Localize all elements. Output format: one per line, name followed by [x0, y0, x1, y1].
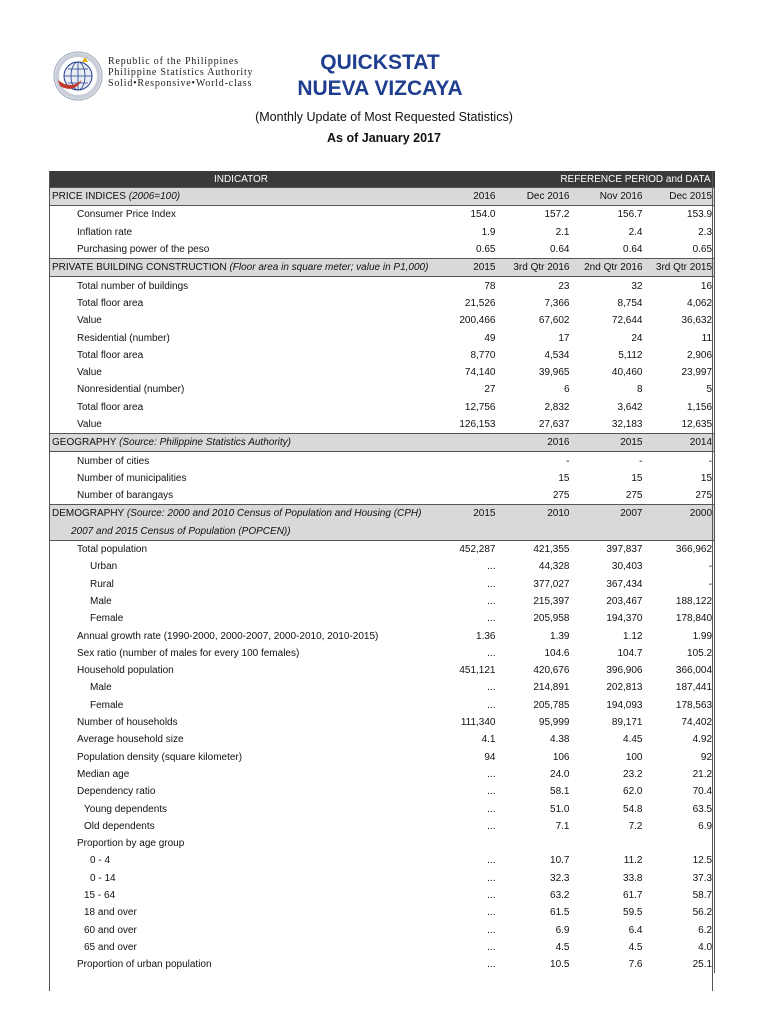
value-cell: ...: [487, 595, 496, 607]
value-cell: 4.38: [550, 734, 570, 746]
value-cell: ...: [487, 820, 496, 832]
value-cell: 7,366: [544, 297, 570, 309]
section-note: (Source: 2000 and 2010 Census of Population and Housing (CPH): [126, 508, 422, 520]
value-cell: 205,785: [533, 699, 570, 711]
value-cell: [498, 835, 572, 852]
indicator-label: Total floor area: [77, 297, 144, 309]
value-cell: 54.8: [623, 803, 643, 815]
table-row: [50, 295, 715, 312]
value-cell: 40,460: [611, 367, 643, 379]
indicator-label: Value: [77, 367, 102, 379]
section-header-row: [50, 523, 715, 541]
value-cell: 100: [625, 751, 643, 763]
value-cell: [572, 835, 645, 852]
value-cell: 397,837: [606, 544, 643, 556]
value-cell: 367,434: [606, 578, 643, 590]
value-cell: 7.6: [628, 959, 643, 971]
value-cell: 214,891: [533, 682, 570, 694]
section-note: 2007 and 2015 Census of Population (POPCEN)): [71, 525, 291, 537]
value-cell: 44,328: [538, 561, 570, 573]
value-cell: 15: [631, 472, 643, 484]
value-cell: ...: [487, 699, 496, 711]
value-cell: 2.3: [698, 226, 713, 238]
table-row: [50, 593, 715, 610]
section-note: (2006=100): [128, 191, 181, 203]
indicator-label: Purchasing power of the peso: [77, 244, 210, 256]
period-cell: [433, 434, 498, 452]
value-cell: [433, 452, 498, 470]
value-cell: 58.1: [550, 786, 570, 798]
section-note: (Source: Philippine Statistics Authority): [119, 437, 291, 449]
period-cell: 2015: [572, 434, 645, 452]
table-row: [50, 364, 715, 381]
indicator-label: 15 - 64: [84, 890, 116, 902]
table-row: [50, 766, 715, 783]
period-cell: [433, 523, 498, 541]
value-cell: 6: [563, 384, 570, 396]
value-cell: 1.12: [623, 630, 643, 642]
value-cell: 8,770: [470, 349, 496, 361]
indicator-label: Total floor area: [77, 349, 144, 361]
value-cell: 215,397: [533, 595, 570, 607]
value-cell: 95,999: [538, 717, 570, 729]
value-cell: 4.0: [698, 941, 713, 953]
section-header-row: [50, 188, 715, 206]
value-cell: 6.2: [698, 924, 713, 936]
value-cell: ...: [487, 890, 496, 902]
value-cell: [433, 470, 498, 487]
indicator-label: Proportion of urban population: [77, 959, 212, 971]
value-cell: 16: [700, 280, 713, 292]
table-row: [50, 558, 715, 575]
value-cell: 275: [552, 490, 570, 502]
table-row: [50, 679, 715, 696]
value-cell: 39,965: [538, 367, 570, 379]
table-row: [50, 921, 715, 938]
value-cell: 178,840: [675, 613, 713, 625]
value-cell: ...: [487, 941, 496, 953]
value-cell: 36,632: [681, 315, 713, 327]
value-cell: 12,635: [681, 419, 713, 430]
section-name: PRICE INDICES: [52, 191, 126, 203]
value-cell: 63.5: [692, 803, 713, 815]
period-cell: 2015: [433, 505, 498, 523]
reference-period-header: REFERENCE PERIOD and DATA: [433, 171, 715, 188]
section-name: PRIVATE BUILDING CONSTRUCTION: [52, 262, 227, 274]
indicator-label: Number of municipalities: [77, 472, 187, 484]
indicator-label: Rural: [90, 578, 114, 590]
value-cell: 70.4: [692, 786, 713, 798]
indicator-label: Nonresidential (number): [77, 384, 185, 396]
table-row: [50, 381, 715, 398]
value-cell: 78: [484, 280, 496, 292]
value-cell: 21.2: [692, 768, 713, 780]
page-title-province: NUEVA VIZCAYA: [297, 77, 463, 100]
value-cell: 6.4: [628, 924, 643, 936]
value-cell: 67,602: [538, 315, 570, 327]
value-cell: -: [566, 455, 570, 467]
value-cell: 0.64: [623, 244, 643, 256]
indicator-label: Proportion by age group: [77, 838, 185, 850]
value-cell: 178,563: [675, 699, 713, 711]
indicator-label: Total floor area: [77, 401, 144, 413]
value-cell: ...: [487, 613, 496, 625]
value-cell: ...: [487, 786, 496, 798]
indicator-label: Average household size: [77, 734, 184, 746]
value-cell: 0.64: [550, 244, 570, 256]
value-cell: 61.5: [550, 907, 570, 919]
value-cell: 452,287: [459, 544, 496, 556]
value-cell: 4.5: [628, 941, 643, 953]
value-cell: 0.65: [692, 244, 713, 256]
value-cell: 74,402: [681, 717, 713, 729]
section-header-row: [50, 505, 715, 523]
section-header-row: [50, 434, 715, 452]
value-cell: 2.4: [628, 226, 643, 238]
value-cell: 8,754: [617, 297, 643, 309]
value-cell: ...: [487, 647, 496, 659]
table-row: [50, 487, 715, 505]
indicator-label: Young dependents: [84, 803, 168, 815]
value-cell: ...: [487, 803, 496, 815]
value-cell: -: [708, 561, 713, 573]
as-of-date: As of January 2017: [327, 131, 441, 145]
period-cell: Nov 2016: [572, 188, 645, 206]
table-row: [50, 835, 715, 852]
period-cell: Dec 2015: [645, 188, 715, 206]
indicator-label: Urban: [90, 561, 118, 573]
org-line-3: Solid•Responsive•World-class: [108, 78, 253, 89]
value-cell: 157.2: [544, 209, 570, 221]
value-cell: 32,183: [611, 419, 643, 430]
table-row: [50, 452, 715, 470]
value-cell: 366,004: [675, 665, 713, 677]
table-row: [50, 904, 715, 921]
value-cell: 27: [484, 384, 496, 396]
table-row: [50, 887, 715, 904]
table-row: [50, 818, 715, 835]
table-row: [50, 576, 715, 593]
value-cell: 200,466: [459, 315, 496, 327]
value-cell: 49: [484, 332, 496, 344]
value-cell: 275: [695, 490, 713, 502]
indicator-label: 18 and over: [84, 907, 137, 919]
period-cell: Dec 2016: [498, 188, 572, 206]
value-cell: 25.1: [692, 959, 713, 971]
value-cell: 10.7: [550, 855, 570, 867]
value-cell: 187,441: [675, 682, 713, 694]
value-cell: 5,112: [618, 349, 643, 361]
value-cell: 33.8: [623, 872, 643, 884]
indicator-label: 65 and over: [84, 941, 137, 953]
period-cell: 2nd Qtr 2016: [572, 259, 645, 277]
quickstat-table: [49, 171, 715, 973]
value-cell: 15: [558, 472, 570, 484]
table-row: [50, 312, 715, 329]
indicator-label: Female: [90, 613, 124, 625]
value-cell: 188,122: [675, 595, 713, 607]
table-row: [50, 783, 715, 800]
period-cell: 2016: [433, 188, 498, 206]
table-body: [50, 188, 715, 974]
psa-logo-icon: [52, 50, 104, 102]
value-cell: 104.6: [544, 647, 570, 659]
indicator-label: Consumer Price Index: [77, 209, 176, 221]
table-row: [50, 610, 715, 627]
table-row: [50, 241, 715, 259]
value-cell: 2.1: [555, 226, 570, 238]
value-cell: ...: [487, 578, 496, 590]
table-row: [50, 399, 715, 416]
value-cell: ...: [487, 959, 496, 971]
indicator-label: Dependency ratio: [77, 786, 156, 798]
value-cell: 56.2: [692, 907, 713, 919]
indicator-label: 0 - 4: [90, 855, 111, 867]
document-header: [0, 0, 768, 170]
table-row: [50, 206, 715, 224]
value-cell: 12,756: [464, 401, 496, 413]
period-cell: 3rd Qtr 2016: [498, 259, 572, 277]
table-header-row: [50, 171, 715, 188]
value-cell: 37.3: [692, 872, 713, 884]
value-cell: 94: [484, 751, 496, 763]
value-cell: 420,676: [533, 665, 570, 677]
value-cell: 3,642: [617, 401, 643, 413]
value-cell: 4,062: [687, 297, 713, 309]
table-row: [50, 416, 715, 434]
section-title: [50, 259, 433, 277]
value-cell: 2,832: [544, 401, 570, 413]
table-row: [50, 224, 715, 241]
value-cell: 11.2: [623, 855, 643, 867]
value-cell: -: [639, 455, 643, 467]
value-cell: 205,958: [533, 613, 570, 625]
value-cell: 92: [700, 751, 713, 763]
indicator-label: Value: [77, 315, 102, 327]
value-cell: 126,153: [459, 419, 496, 430]
table-row: [50, 731, 715, 748]
indicator-label: Population density (square kilometer): [77, 751, 243, 763]
table-row: [50, 870, 715, 887]
table-row: [50, 939, 715, 956]
table-row: [50, 470, 715, 487]
value-cell: 1.39: [550, 630, 570, 642]
value-cell: 4.1: [481, 734, 496, 746]
indicator-label: Sex ratio (number of males for every 100 females): [77, 647, 300, 659]
value-cell: 23,997: [681, 367, 713, 379]
table-row: [50, 662, 715, 679]
section-note: (Floor area in square meter; value in P1,000): [229, 262, 429, 274]
value-cell: 366,962: [675, 544, 713, 556]
page-subtitle: (Monthly Update of Most Requested Statistics): [255, 110, 513, 124]
table-row: [50, 627, 715, 644]
value-cell: 194,093: [606, 699, 643, 711]
value-cell: 24: [631, 332, 643, 344]
value-cell: 11: [701, 332, 713, 344]
value-cell: ...: [487, 872, 496, 884]
section-header-row: [50, 259, 715, 277]
value-cell: ...: [487, 924, 496, 936]
indicator-label: Old dependents: [84, 820, 155, 832]
value-cell: 1,156: [687, 401, 713, 413]
value-cell: 30,403: [611, 561, 643, 573]
value-cell: 4.92: [692, 734, 713, 746]
section-title: [50, 523, 433, 541]
value-cell: 4,534: [544, 349, 570, 361]
value-cell: 59.5: [623, 907, 643, 919]
value-cell: 275: [625, 490, 643, 502]
org-line-2: Philippine Statistics Authority: [108, 67, 254, 78]
value-cell: 4.45: [623, 734, 643, 746]
value-cell: 21,526: [464, 297, 496, 309]
value-cell: 24.0: [550, 768, 570, 780]
value-cell: 63.2: [550, 890, 570, 902]
table-row: [50, 749, 715, 766]
indicator-label: Total population: [77, 544, 148, 556]
page-title: QUICKSTAT: [320, 51, 440, 74]
value-cell: 1.9: [481, 226, 496, 238]
value-cell: -: [708, 578, 713, 590]
period-cell: [498, 523, 572, 541]
indicator-label: Number of cities: [77, 455, 150, 467]
indicator-header: INDICATOR: [50, 171, 433, 188]
value-cell: 2,906: [687, 349, 713, 361]
indicator-label: Annual growth rate (1990-2000, 2000-2007, 2000-2010, 2010-2015): [77, 630, 379, 642]
value-cell: 451,121: [459, 665, 496, 677]
table-row: [50, 697, 715, 714]
value-cell: 12.5: [692, 855, 713, 867]
value-cell: 202,813: [606, 682, 643, 694]
period-cell: [645, 523, 715, 541]
value-cell: 5: [706, 384, 713, 396]
indicator-label: Value: [77, 419, 102, 430]
value-cell: 17: [558, 332, 570, 344]
indicator-label: Inflation rate: [77, 226, 133, 238]
value-cell: 23: [558, 280, 570, 292]
section-name: DEMOGRAPHY: [52, 508, 125, 520]
indicator-label: 60 and over: [84, 924, 137, 936]
indicator-label: Number of households: [77, 717, 178, 729]
value-cell: 104.7: [617, 647, 643, 659]
value-cell: 7.1: [555, 820, 570, 832]
value-cell: 58.7: [692, 890, 713, 902]
period-cell: 2000: [645, 505, 715, 523]
value-cell: 111,340: [460, 717, 496, 729]
value-cell: 4.5: [555, 941, 570, 953]
indicator-label: Residential (number): [77, 332, 170, 344]
value-cell: 8: [636, 384, 643, 396]
value-cell: 421,355: [533, 544, 570, 556]
indicator-label: Male: [90, 682, 112, 694]
table-row: [50, 800, 715, 817]
value-cell: [433, 487, 498, 505]
value-cell: 62.0: [623, 786, 643, 798]
indicator-label: Household population: [77, 665, 174, 677]
indicator-label: 0 - 14: [90, 872, 116, 884]
value-cell: 72,644: [611, 315, 643, 327]
period-cell: 2014: [645, 434, 715, 452]
period-cell: 3rd Qtr 2015: [645, 259, 715, 277]
table-row: [50, 277, 715, 295]
value-cell: 156.7: [617, 209, 643, 221]
value-cell: [645, 835, 715, 852]
section-title: [50, 505, 433, 523]
value-cell: 1.36: [476, 630, 496, 642]
value-cell: 61.7: [623, 890, 643, 902]
value-cell: 6.9: [698, 820, 713, 832]
org-line-1: Republic of the Philippines: [108, 56, 239, 67]
period-cell: 2007: [572, 505, 645, 523]
value-cell: ...: [487, 768, 496, 780]
value-cell: 74,140: [464, 367, 496, 379]
value-cell: 1.99: [692, 630, 713, 642]
value-cell: 51.0: [550, 803, 570, 815]
value-cell: [433, 835, 498, 852]
value-cell: 6.9: [555, 924, 570, 936]
value-cell: ...: [487, 561, 496, 573]
value-cell: 105.2: [687, 647, 713, 659]
value-cell: 194,370: [606, 613, 643, 625]
value-cell: ...: [487, 907, 496, 919]
value-cell: 32: [631, 280, 643, 292]
table-row: [50, 852, 715, 869]
value-cell: 377,027: [533, 578, 570, 590]
section-title: [50, 188, 433, 206]
value-cell: -: [708, 455, 713, 467]
value-cell: 154.0: [470, 209, 496, 221]
indicator-label: Number of barangays: [77, 490, 174, 502]
table-row: [50, 956, 715, 973]
table-row: [50, 347, 715, 364]
period-cell: 2016: [498, 434, 572, 452]
value-cell: 153.9: [687, 209, 713, 221]
indicator-label: Total number of buildings: [77, 280, 189, 292]
value-cell: 15: [700, 472, 713, 484]
value-cell: 23.2: [623, 768, 643, 780]
section-name: GEOGRAPHY: [52, 437, 117, 449]
period-cell: 2010: [498, 505, 572, 523]
indicator-label: Female: [90, 699, 124, 711]
table-row: [50, 329, 715, 346]
value-cell: 27,637: [538, 419, 570, 430]
value-cell: 89,171: [611, 717, 643, 729]
period-cell: 2015: [433, 259, 498, 277]
table-row: [50, 540, 715, 558]
table-row: [50, 714, 715, 731]
indicator-label: Median age: [77, 768, 130, 780]
value-cell: 106: [552, 751, 570, 763]
value-cell: 0.65: [476, 244, 496, 256]
value-cell: 32.3: [550, 872, 570, 884]
value-cell: ...: [487, 855, 496, 867]
table-row: [50, 645, 715, 662]
indicator-label: Male: [90, 595, 112, 607]
value-cell: 10.5: [550, 959, 570, 971]
period-cell: [572, 523, 645, 541]
value-cell: 396,906: [606, 665, 643, 677]
value-cell: ...: [487, 682, 496, 694]
section-title: [50, 434, 433, 452]
value-cell: 7.2: [628, 820, 643, 832]
value-cell: 203,467: [606, 595, 643, 607]
